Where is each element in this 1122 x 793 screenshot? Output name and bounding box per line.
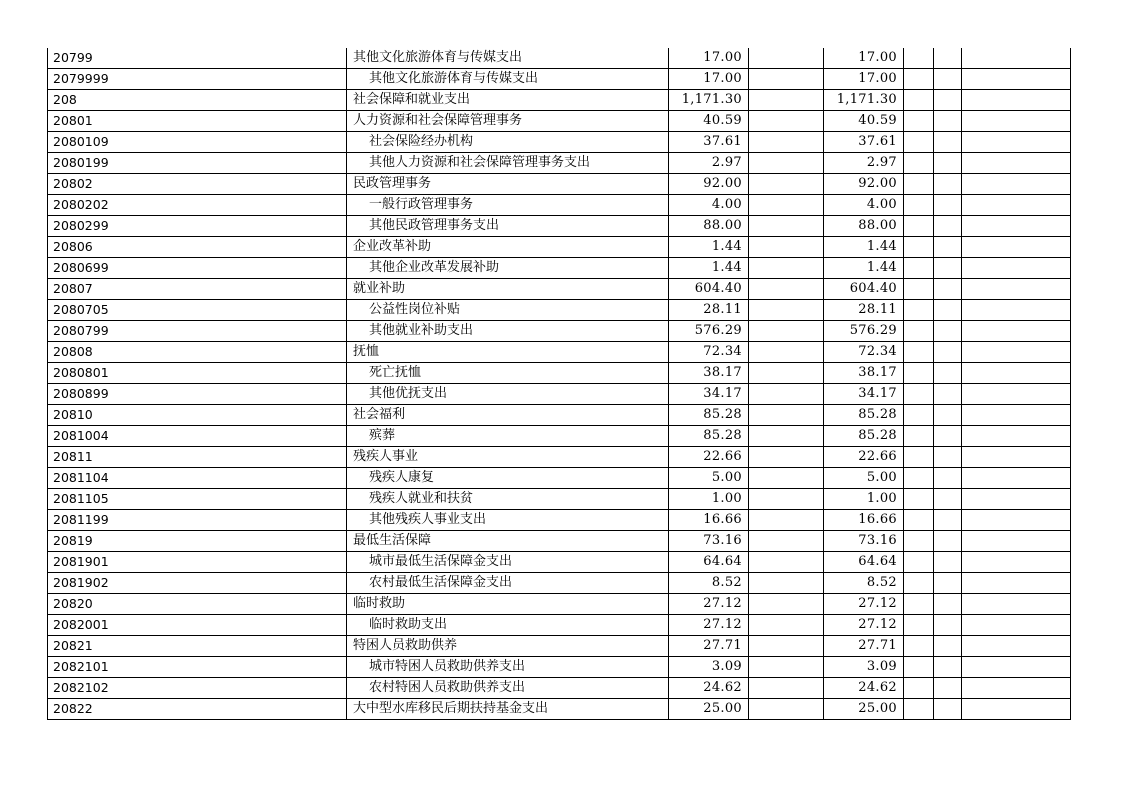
amount-cell — [962, 342, 1071, 363]
subject-code-cell: 2080202 — [48, 195, 347, 216]
total-amount-cell: 16.66 — [669, 510, 749, 531]
subject-name-cell: 大中型水库移民后期扶持基金支出 — [347, 699, 669, 720]
subject-name-cell: 残疾人事业 — [347, 447, 669, 468]
basic-expenditure-cell: 85.28 — [824, 426, 904, 447]
amount-cell — [749, 573, 824, 594]
amount-cell — [962, 258, 1071, 279]
basic-expenditure-cell: 16.66 — [824, 510, 904, 531]
basic-expenditure-cell: 73.16 — [824, 531, 904, 552]
total-amount-cell: 25.00 — [669, 699, 749, 720]
total-amount-cell: 1.44 — [669, 258, 749, 279]
amount-cell — [749, 405, 824, 426]
subject-code-cell: 20819 — [48, 531, 347, 552]
subject-name-cell: 残疾人康复 — [347, 468, 669, 489]
amount-cell — [904, 552, 934, 573]
subject-code-cell: 2080109 — [48, 132, 347, 153]
amount-cell — [962, 384, 1071, 405]
amount-cell — [749, 384, 824, 405]
total-amount-cell: 88.00 — [669, 216, 749, 237]
table-row — [48, 153, 1071, 174]
total-amount-cell: 5.00 — [669, 468, 749, 489]
total-amount-cell: 85.28 — [669, 405, 749, 426]
amount-cell — [962, 111, 1071, 132]
amount-cell — [904, 636, 934, 657]
subject-name-cell: 其他优抚支出 — [347, 384, 669, 405]
table-row — [48, 363, 1071, 384]
subject-name-cell: 殡葬 — [347, 426, 669, 447]
amount-cell — [934, 489, 962, 510]
amount-cell — [749, 468, 824, 489]
amount-cell — [934, 510, 962, 531]
amount-cell — [904, 195, 934, 216]
basic-expenditure-cell: 28.11 — [824, 300, 904, 321]
amount-cell — [962, 468, 1071, 489]
amount-cell — [934, 699, 962, 720]
total-amount-cell: 64.64 — [669, 552, 749, 573]
subject-name-cell: 其他人力资源和社会保障管理事务支出 — [347, 153, 669, 174]
amount-cell — [904, 615, 934, 636]
total-amount-cell: 1.44 — [669, 237, 749, 258]
subject-code-cell: 20806 — [48, 237, 347, 258]
amount-cell — [962, 531, 1071, 552]
basic-expenditure-cell: 1.44 — [824, 237, 904, 258]
subject-code-cell: 20801 — [48, 111, 347, 132]
subject-name-cell: 其他就业补助支出 — [347, 321, 669, 342]
subject-code-cell: 2081199 — [48, 510, 347, 531]
amount-cell — [962, 594, 1071, 615]
amount-cell — [904, 342, 934, 363]
basic-expenditure-cell: 1,171.30 — [824, 90, 904, 111]
amount-cell — [934, 321, 962, 342]
basic-expenditure-cell: 4.00 — [824, 195, 904, 216]
table-row — [48, 216, 1071, 237]
amount-cell — [749, 426, 824, 447]
subject-code-cell: 2081105 — [48, 489, 347, 510]
subject-name-cell: 企业改革补助 — [347, 237, 669, 258]
amount-cell — [962, 615, 1071, 636]
amount-cell — [934, 405, 962, 426]
basic-expenditure-cell: 24.62 — [824, 678, 904, 699]
table-row — [48, 657, 1071, 678]
subject-code-cell: 20821 — [48, 636, 347, 657]
subject-code-cell: 20808 — [48, 342, 347, 363]
expenditure-table — [47, 48, 1071, 720]
amount-cell — [934, 531, 962, 552]
total-amount-cell: 1.00 — [669, 489, 749, 510]
amount-cell — [749, 594, 824, 615]
basic-expenditure-cell: 5.00 — [824, 468, 904, 489]
amount-cell — [904, 153, 934, 174]
table-row — [48, 594, 1071, 615]
amount-cell — [904, 426, 934, 447]
amount-cell — [749, 678, 824, 699]
amount-cell — [962, 363, 1071, 384]
basic-expenditure-cell: 604.40 — [824, 279, 904, 300]
amount-cell — [904, 657, 934, 678]
basic-expenditure-cell: 25.00 — [824, 699, 904, 720]
subject-name-cell: 其他企业改革发展补助 — [347, 258, 669, 279]
basic-expenditure-cell: 8.52 — [824, 573, 904, 594]
subject-name-cell: 人力资源和社会保障管理事务 — [347, 111, 669, 132]
amount-cell — [934, 678, 962, 699]
subject-name-cell: 社会保险经办机构 — [347, 132, 669, 153]
subject-code-cell: 20802 — [48, 174, 347, 195]
subject-name-cell: 就业补助 — [347, 279, 669, 300]
subject-code-cell: 2082001 — [48, 615, 347, 636]
amount-cell — [962, 69, 1071, 90]
amount-cell — [749, 300, 824, 321]
basic-expenditure-cell: 38.17 — [824, 363, 904, 384]
subject-name-cell: 最低生活保障 — [347, 531, 669, 552]
subject-name-cell: 社会保障和就业支出 — [347, 90, 669, 111]
total-amount-cell: 1,171.30 — [669, 90, 749, 111]
amount-cell — [962, 300, 1071, 321]
amount-cell — [904, 594, 934, 615]
subject-name-cell: 其他民政管理事务支出 — [347, 216, 669, 237]
subject-name-cell: 公益性岗位补贴 — [347, 300, 669, 321]
amount-cell — [934, 426, 962, 447]
basic-expenditure-cell: 72.34 — [824, 342, 904, 363]
table-row — [48, 678, 1071, 699]
amount-cell — [749, 216, 824, 237]
table-row — [48, 132, 1071, 153]
amount-cell — [904, 237, 934, 258]
subject-name-cell: 其他文化旅游体育与传媒支出 — [347, 69, 669, 90]
amount-cell — [934, 237, 962, 258]
total-amount-cell: 3.09 — [669, 657, 749, 678]
amount-cell — [749, 69, 824, 90]
amount-cell — [962, 90, 1071, 111]
total-amount-cell: 34.17 — [669, 384, 749, 405]
amount-cell — [934, 195, 962, 216]
subject-code-cell: 2079999 — [48, 69, 347, 90]
total-amount-cell: 73.16 — [669, 531, 749, 552]
basic-expenditure-cell: 64.64 — [824, 552, 904, 573]
amount-cell — [934, 573, 962, 594]
amount-cell — [749, 615, 824, 636]
amount-cell — [904, 132, 934, 153]
amount-cell — [749, 258, 824, 279]
subject-name-cell: 死亡抚恤 — [347, 363, 669, 384]
amount-cell — [934, 258, 962, 279]
amount-cell — [749, 237, 824, 258]
amount-cell — [904, 573, 934, 594]
total-amount-cell: 72.34 — [669, 342, 749, 363]
amount-cell — [749, 342, 824, 363]
amount-cell — [934, 279, 962, 300]
basic-expenditure-cell: 17.00 — [824, 48, 904, 69]
amount-cell — [749, 321, 824, 342]
subject-code-cell: 208 — [48, 90, 347, 111]
table-row — [48, 552, 1071, 573]
basic-expenditure-cell: 37.61 — [824, 132, 904, 153]
total-amount-cell: 2.97 — [669, 153, 749, 174]
amount-cell — [934, 153, 962, 174]
amount-cell — [749, 510, 824, 531]
amount-cell — [962, 237, 1071, 258]
amount-cell — [934, 69, 962, 90]
total-amount-cell: 37.61 — [669, 132, 749, 153]
total-amount-cell: 4.00 — [669, 195, 749, 216]
amount-cell — [934, 615, 962, 636]
subject-name-cell: 其他残疾人事业支出 — [347, 510, 669, 531]
amount-cell — [962, 279, 1071, 300]
subject-code-cell: 20811 — [48, 447, 347, 468]
table-row — [48, 426, 1071, 447]
basic-expenditure-cell: 27.12 — [824, 594, 904, 615]
subject-code-cell: 2081004 — [48, 426, 347, 447]
basic-expenditure-cell: 88.00 — [824, 216, 904, 237]
subject-code-cell: 2081902 — [48, 573, 347, 594]
subject-code-cell: 2080699 — [48, 258, 347, 279]
amount-cell — [962, 426, 1071, 447]
subject-code-cell: 2080899 — [48, 384, 347, 405]
subject-name-cell: 农村最低生活保障金支出 — [347, 573, 669, 594]
amount-cell — [904, 174, 934, 195]
amount-cell — [934, 384, 962, 405]
basic-expenditure-cell: 22.66 — [824, 447, 904, 468]
amount-cell — [749, 636, 824, 657]
amount-cell — [962, 447, 1071, 468]
amount-cell — [904, 405, 934, 426]
amount-cell — [934, 174, 962, 195]
total-amount-cell: 28.11 — [669, 300, 749, 321]
amount-cell — [904, 489, 934, 510]
amount-cell — [962, 195, 1071, 216]
amount-cell — [962, 405, 1071, 426]
amount-cell — [904, 69, 934, 90]
table-row — [48, 447, 1071, 468]
total-amount-cell: 27.12 — [669, 594, 749, 615]
table-row — [48, 111, 1071, 132]
table-row — [48, 321, 1071, 342]
subject-name-cell: 抚恤 — [347, 342, 669, 363]
subject-name-cell: 其他文化旅游体育与传媒支出 — [347, 48, 669, 69]
amount-cell — [904, 90, 934, 111]
subject-name-cell: 农村特困人员救助供养支出 — [347, 678, 669, 699]
amount-cell — [962, 489, 1071, 510]
subject-code-cell: 2082102 — [48, 678, 347, 699]
amount-cell — [934, 48, 962, 69]
table-row — [48, 258, 1071, 279]
total-amount-cell: 576.29 — [669, 321, 749, 342]
total-amount-cell: 92.00 — [669, 174, 749, 195]
basic-expenditure-cell: 3.09 — [824, 657, 904, 678]
subject-name-cell: 临时救助 — [347, 594, 669, 615]
subject-code-cell: 2080299 — [48, 216, 347, 237]
amount-cell — [904, 531, 934, 552]
amount-cell — [934, 363, 962, 384]
amount-cell — [749, 174, 824, 195]
table-row — [48, 69, 1071, 90]
subject-name-cell: 社会福利 — [347, 405, 669, 426]
amount-cell — [934, 132, 962, 153]
table-row — [48, 195, 1071, 216]
subject-name-cell: 城市最低生活保障金支出 — [347, 552, 669, 573]
amount-cell — [962, 573, 1071, 594]
table-row — [48, 615, 1071, 636]
amount-cell — [904, 279, 934, 300]
table-row — [48, 510, 1071, 531]
basic-expenditure-cell: 27.71 — [824, 636, 904, 657]
amount-cell — [904, 699, 934, 720]
amount-cell — [749, 153, 824, 174]
amount-cell — [749, 699, 824, 720]
basic-expenditure-cell: 1.44 — [824, 258, 904, 279]
amount-cell — [749, 195, 824, 216]
table-row — [48, 489, 1071, 510]
amount-cell — [904, 384, 934, 405]
amount-cell — [749, 489, 824, 510]
table-row — [48, 468, 1071, 489]
subject-code-cell: 2080199 — [48, 153, 347, 174]
subject-name-cell: 城市特困人员救助供养支出 — [347, 657, 669, 678]
amount-cell — [904, 510, 934, 531]
total-amount-cell: 604.40 — [669, 279, 749, 300]
amount-cell — [749, 531, 824, 552]
amount-cell — [904, 321, 934, 342]
amount-cell — [749, 447, 824, 468]
total-amount-cell: 24.62 — [669, 678, 749, 699]
table-body — [48, 48, 1071, 720]
basic-expenditure-cell: 34.17 — [824, 384, 904, 405]
subject-code-cell: 2082101 — [48, 657, 347, 678]
amount-cell — [962, 174, 1071, 195]
subject-code-cell: 2080705 — [48, 300, 347, 321]
amount-cell — [934, 552, 962, 573]
amount-cell — [962, 657, 1071, 678]
subject-code-cell: 2080801 — [48, 363, 347, 384]
basic-expenditure-cell: 40.59 — [824, 111, 904, 132]
amount-cell — [962, 153, 1071, 174]
amount-cell — [962, 510, 1071, 531]
subject-name-cell: 一般行政管理事务 — [347, 195, 669, 216]
amount-cell — [904, 300, 934, 321]
subject-code-cell: 20820 — [48, 594, 347, 615]
basic-expenditure-cell: 1.00 — [824, 489, 904, 510]
subject-code-cell: 20807 — [48, 279, 347, 300]
total-amount-cell: 38.17 — [669, 363, 749, 384]
table-row — [48, 384, 1071, 405]
subject-code-cell: 2081104 — [48, 468, 347, 489]
basic-expenditure-cell: 85.28 — [824, 405, 904, 426]
basic-expenditure-cell: 27.12 — [824, 615, 904, 636]
amount-cell — [749, 111, 824, 132]
total-amount-cell: 17.00 — [669, 69, 749, 90]
amount-cell — [904, 363, 934, 384]
amount-cell — [962, 552, 1071, 573]
amount-cell — [904, 258, 934, 279]
budget-table-page — [47, 48, 1071, 720]
total-amount-cell: 8.52 — [669, 573, 749, 594]
table-row — [48, 90, 1071, 111]
amount-cell — [934, 468, 962, 489]
total-amount-cell: 27.71 — [669, 636, 749, 657]
basic-expenditure-cell: 576.29 — [824, 321, 904, 342]
amount-cell — [962, 321, 1071, 342]
amount-cell — [904, 48, 934, 69]
amount-cell — [904, 678, 934, 699]
amount-cell — [962, 216, 1071, 237]
table-row — [48, 237, 1071, 258]
amount-cell — [934, 342, 962, 363]
table-row — [48, 531, 1071, 552]
amount-cell — [962, 699, 1071, 720]
subject-name-cell: 特困人员救助供养 — [347, 636, 669, 657]
amount-cell — [749, 90, 824, 111]
table-row — [48, 405, 1071, 426]
amount-cell — [904, 447, 934, 468]
amount-cell — [962, 48, 1071, 69]
table-row — [48, 636, 1071, 657]
amount-cell — [904, 468, 934, 489]
total-amount-cell: 40.59 — [669, 111, 749, 132]
amount-cell — [934, 300, 962, 321]
amount-cell — [904, 111, 934, 132]
table-row — [48, 174, 1071, 195]
total-amount-cell: 22.66 — [669, 447, 749, 468]
subject-code-cell: 2081901 — [48, 552, 347, 573]
total-amount-cell: 17.00 — [669, 48, 749, 69]
subject-code-cell: 20810 — [48, 405, 347, 426]
subject-name-cell: 民政管理事务 — [347, 174, 669, 195]
basic-expenditure-cell: 2.97 — [824, 153, 904, 174]
subject-name-cell: 临时救助支出 — [347, 615, 669, 636]
amount-cell — [749, 552, 824, 573]
table-row — [48, 279, 1071, 300]
table-row — [48, 699, 1071, 720]
table-row — [48, 573, 1071, 594]
amount-cell — [934, 111, 962, 132]
amount-cell — [934, 594, 962, 615]
total-amount-cell: 85.28 — [669, 426, 749, 447]
amount-cell — [749, 279, 824, 300]
total-amount-cell: 27.12 — [669, 615, 749, 636]
amount-cell — [934, 447, 962, 468]
basic-expenditure-cell: 17.00 — [824, 69, 904, 90]
amount-cell — [962, 132, 1071, 153]
amount-cell — [934, 216, 962, 237]
subject-code-cell: 20799 — [48, 48, 347, 69]
amount-cell — [934, 636, 962, 657]
table-row — [48, 48, 1071, 69]
amount-cell — [749, 363, 824, 384]
amount-cell — [749, 48, 824, 69]
table-row — [48, 342, 1071, 363]
amount-cell — [962, 636, 1071, 657]
amount-cell — [749, 657, 824, 678]
table-row — [48, 300, 1071, 321]
amount-cell — [934, 90, 962, 111]
amount-cell — [962, 678, 1071, 699]
subject-name-cell: 残疾人就业和扶贫 — [347, 489, 669, 510]
amount-cell — [934, 657, 962, 678]
amount-cell — [749, 132, 824, 153]
subject-code-cell: 2080799 — [48, 321, 347, 342]
amount-cell — [904, 216, 934, 237]
basic-expenditure-cell: 92.00 — [824, 174, 904, 195]
subject-code-cell: 20822 — [48, 699, 347, 720]
